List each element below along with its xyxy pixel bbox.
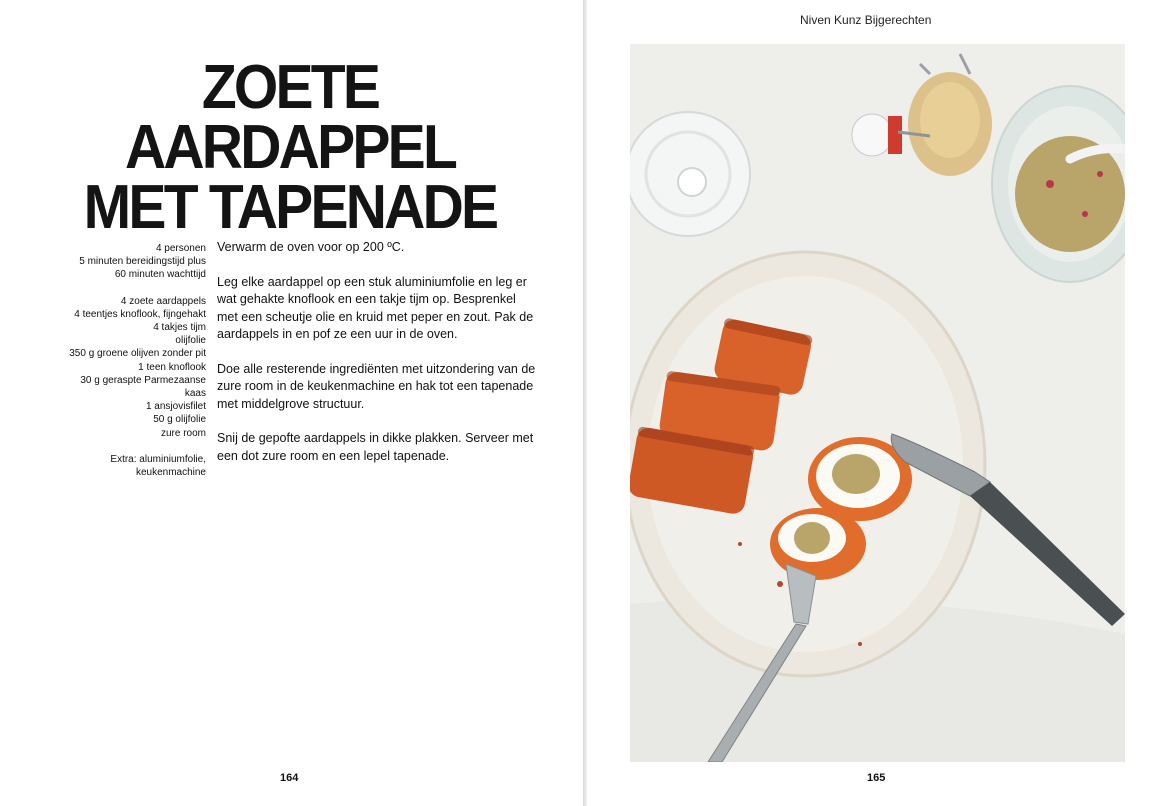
recipe-meta — [30, 242, 206, 492]
method-steps — [217, 239, 537, 482]
photo-illustration — [630, 44, 1125, 762]
ingredient-item: 4 teentjes knoflook, fijngehakt — [74, 308, 206, 320]
ingredient-item: olijfolie — [175, 335, 206, 347]
title-line-2: MET TAPENADE — [83, 173, 497, 242]
glass-icon — [630, 112, 750, 236]
extra-line: Extra: aluminiumfolie, — [110, 453, 206, 465]
ingredient-item: 1 teen knoflook — [138, 361, 206, 373]
extra-line: keukenmachine — [135, 467, 206, 479]
ingredient-item: kaas — [184, 388, 206, 400]
ingredient-item: zure room — [160, 427, 206, 439]
method-step: Doe alle resterende ingrediënten met uitzondering van de zure room in de keukenmachine en hak tot een tapenade met middelgrove structuur. — [217, 361, 536, 411]
running-head: Niven Kunz Bijgerechten — [800, 13, 932, 27]
method-step: Leg elke aardappel op een stuk aluminiumfolie en leg er wat gehakte knoflook en een takje tijm op. Besprenkel met een scheutje olie en kruid met peper en zout. Pak de aardappels in en pof ze een uur in de oven. — [217, 274, 534, 341]
serving-line: 5 minuten bereidingstijd plus — [79, 256, 206, 268]
ingredient-item: 30 g geraspte Parmezaanse — [80, 374, 206, 386]
recipe-title — [60, 53, 520, 242]
ingredient-item: 4 takjes tijm — [153, 322, 206, 334]
ingredient-item: 1 ansjovisfilet — [145, 401, 206, 413]
title-line-1: ZOETE AARDAPPEL — [124, 53, 456, 182]
method-step: Snij de gepofte aardappels in dikke plakken. Serveer met een dot zure room en een lepel tapenade. — [217, 431, 534, 463]
page-number-right: 165 — [867, 772, 886, 784]
ingredient-list — [30, 295, 206, 440]
ingredient-item: 350 g groene olijven zonder pit — [69, 348, 206, 360]
extra-equipment — [30, 453, 206, 479]
recipe-photo — [630, 44, 1125, 762]
page-number-left: 164 — [280, 772, 299, 784]
serving-line: 4 personen — [155, 243, 206, 254]
method-step: Verwarm de oven voor op 200 ºC. — [217, 240, 405, 254]
ingredient-item: 50 g olijfolie — [153, 414, 206, 426]
ingredient-item: 4 zoete aardappels — [120, 295, 206, 307]
serving-info — [30, 242, 206, 282]
serving-line: 60 minuten wachttijd — [114, 269, 206, 281]
